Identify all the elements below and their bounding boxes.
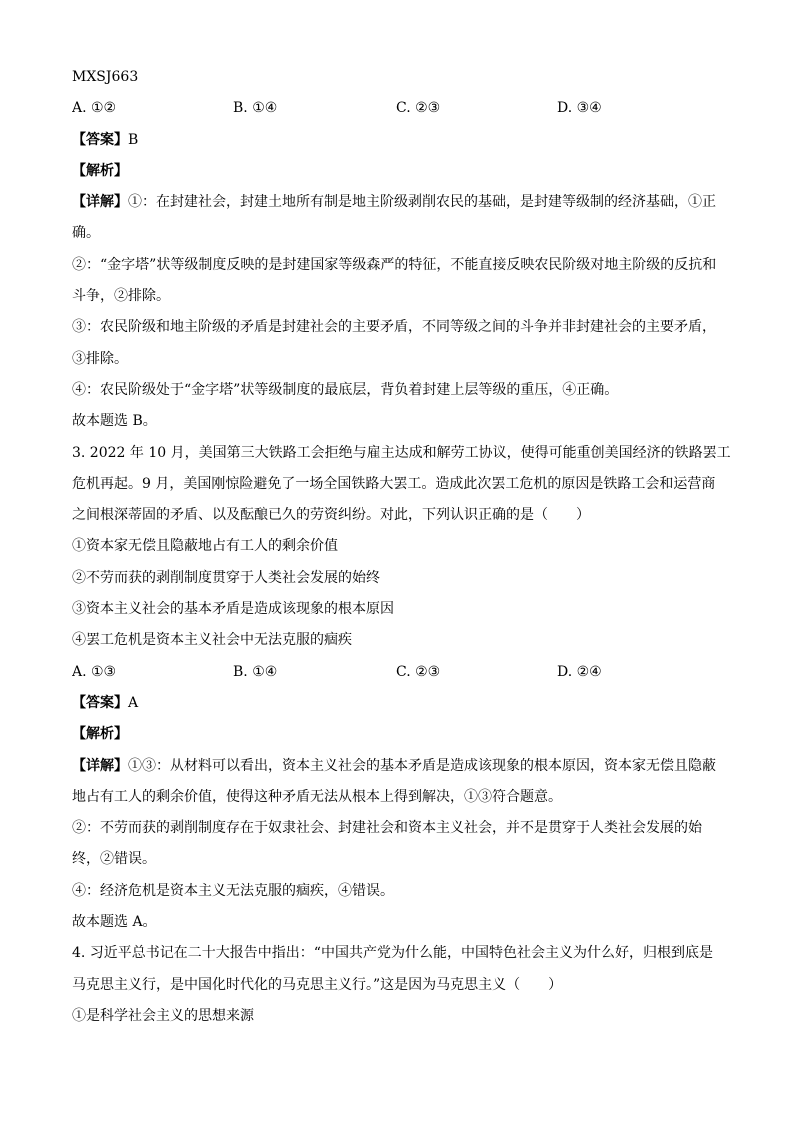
q3-stem-line-1: 3. 2022 年 10 月，美国第三大铁路工会拒绝与雇主达成和解劳工协议，使得可能重创美国经济的铁路罢工: [72, 444, 731, 461]
q2-detail-line-7: ④：农民阶级处于“金字塔”状等级制度的最底层，背负着封建上层等级的重压，④正确。: [72, 381, 619, 398]
q3-options: [72, 657, 732, 688]
q2-option-c: C. ②③: [396, 100, 441, 117]
q2-detail-line-2: 确。: [72, 225, 100, 242]
q3-option-c: C. ②③: [396, 663, 441, 680]
q2-detail-line-6: ③排除。: [72, 350, 128, 367]
q2-detail-text-1: ①：在封建社会，封建土地所有制是地主阶级剥削农民的基础，是封建等级制的经济基础，①正: [128, 194, 716, 211]
q3-detail-tag: 【详解】: [72, 757, 128, 774]
q3-stem-line-2: 危机再起。9 月，美国刚惊险避免了一场全国铁路大罢工。造成此次罢工危机的原因是铁路工会和运营商: [72, 475, 716, 492]
q3-detail-line-3: ②：不劳而获的剥削制度存在于奴隶社会、封建社会和资本主义社会，并不是贯穿于人类社会发展的始: [72, 820, 702, 837]
q2-answer: [72, 125, 732, 156]
q3-answer-value: A: [128, 694, 139, 711]
q2-option-d: D. ③④: [557, 100, 602, 117]
q2-option-b: B. ①④: [233, 100, 278, 117]
q3-answer-tag: 【答案】: [72, 694, 128, 711]
q3-detail-line-4: 终，②错误。: [72, 851, 156, 868]
q3-answer: [72, 688, 732, 719]
q2-detail-tag: 【详解】: [72, 194, 128, 211]
q4-stem-line-2: 马克思主义行，是中国化时代化的马克思主义行。”这是因为马克思主义（ ）: [72, 976, 563, 993]
q2-detail-line-1: [72, 187, 732, 218]
document-code: MXSJ663: [72, 69, 139, 85]
q3-option-a: A. ①③: [72, 663, 117, 680]
q2-detail-line-5: ③：农民阶级和地主阶级的矛盾是封建社会的主要矛盾，不同等级之间的斗争并非封建社会的主要矛盾，: [72, 319, 716, 336]
q3-detail-line-2: 地占有工人的剩余价值，使得这种矛盾无法从根本上得到解决，①③符合题意。: [72, 788, 562, 805]
q2-option-a: A. ①②: [72, 100, 117, 117]
q3-conclusion: 故本题选 A。: [72, 914, 157, 931]
q4-statement-1: ①是科学社会主义的思想来源: [72, 1007, 254, 1024]
q3-stem-line-3: 之间根深蒂固的矛盾、以及酝酿已久的劳资纠纷。对此，下列认识正确的是（ ）: [72, 507, 590, 524]
q2-analysis-tag: 【解析】: [72, 162, 128, 179]
q2-options: [72, 93, 732, 124]
q3-option-d: D. ②④: [557, 663, 602, 680]
q3-detail-line-1: [72, 751, 732, 782]
q2-detail-line-4: 斗争，②排除。: [72, 288, 170, 305]
q3-option-b: B. ①④: [233, 663, 278, 680]
q2-detail-line-3: ②：“金字塔”状等级制度反映的是封建国家等级森严的特征，不能直接反映农民阶级对地主阶级的反抗和: [72, 256, 717, 273]
q3-statement-3: ③资本主义社会的基本矛盾是造成该现象的根本原因: [72, 601, 394, 618]
q4-stem-line-1: 4. 习近平总书记在二十大报告中指出：“中国共产党为什么能，中国特色社会主义为什么好，归根到底是: [72, 945, 713, 962]
q2-answer-tag: 【答案】: [72, 131, 128, 148]
q2-answer-value: B: [128, 131, 139, 148]
q3-statement-1: ①资本家无偿且隐蔽地占有工人的剩余价值: [72, 538, 338, 555]
q3-detail-text-1: ①③：从材料可以看出，资本主义社会的基本矛盾是造成该现象的根本原因，资本家无偿且隐蔽: [128, 757, 716, 774]
document-page: [72, 62, 732, 1032]
q3-detail-line-5: ④：经济危机是资本主义无法克服的痼疾，④错误。: [72, 882, 394, 899]
q3-statement-4: ④罢工危机是资本主义社会中无法克服的痼疾: [72, 632, 352, 649]
q3-analysis-tag: 【解析】: [72, 726, 128, 743]
q3-statement-2: ②不劳而获的剥削制度贯穿于人类社会发展的始终: [72, 569, 380, 586]
q2-conclusion: 故本题选 B。: [72, 413, 157, 430]
